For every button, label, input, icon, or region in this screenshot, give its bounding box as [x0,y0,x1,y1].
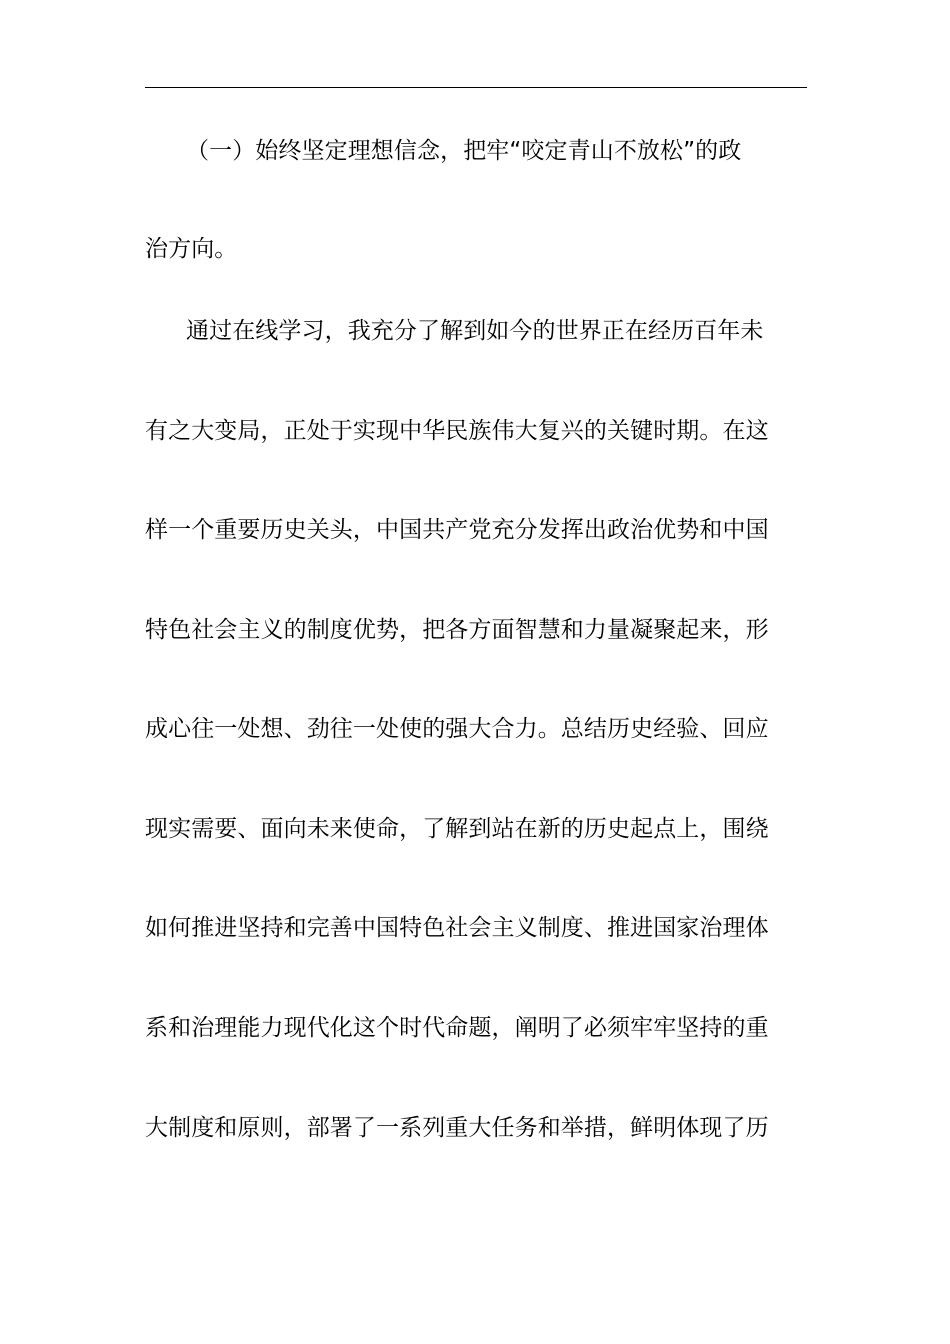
paragraph-line-2: 有之大变局，正处于实现中华民族伟大复兴的关键时期。在这 [145,418,769,444]
paragraph-line-6: 现实需要、面向未来使命，了解到站在新的历史起点上，围绕 [145,816,769,842]
paragraph-line-3: 样一个重要历史关头，中国共产党充分发挥出政治优势和中国 [145,517,769,543]
paragraph-line-5: 成心往一处想、劲往一处使的强大合力。总结历史经验、回应 [145,716,769,742]
heading-line-1: （一）始终坚定理想信念，把牢“咬定青山不放松”的政 [186,138,742,164]
paragraph-line-8: 系和治理能力现代化这个时代命题，阐明了必须牢牢坚持的重 [145,1015,769,1041]
paragraph-line-9: 大制度和原则，部署了一系列重大任务和举措，鲜明体现了历 [145,1115,769,1141]
heading-line-2: 治方向。 [145,236,238,262]
paragraph-line-1: 通过在线学习，我充分了解到如今的世界正在经历百年未 [186,318,764,344]
paragraph-line-7: 如何推进坚持和完善中国特色社会主义制度、推进国家治理体 [145,915,769,941]
header-rule [145,87,807,88]
paragraph-line-4: 特色社会主义的制度优势，把各方面智慧和力量凝聚起来，形 [145,617,769,643]
